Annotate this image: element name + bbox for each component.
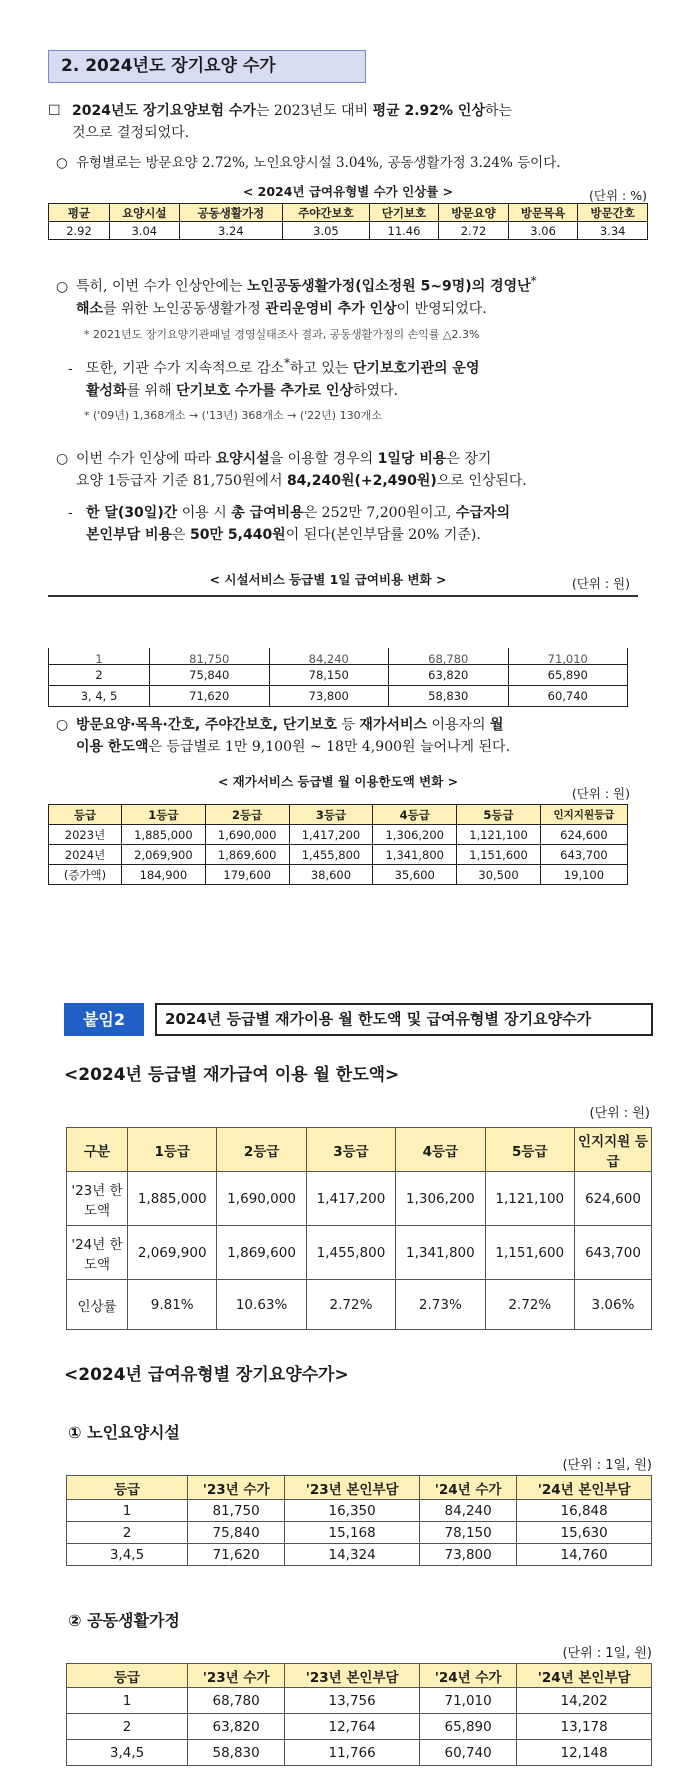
text: 특히, 이번 수가 인상안에는 [76,278,248,295]
table-cell: 2024년 [49,845,122,865]
checkbox-marker: ☐ [48,103,61,119]
table-header: 방문간호 [578,204,648,222]
text: 은 [172,527,191,543]
table-header: 단기보호 [369,204,439,222]
circle-marker: ○ [56,717,69,733]
text: 등 [336,717,360,733]
table-header: 공동생활가정 [179,204,283,222]
table-cell: 179,600 [205,865,289,885]
table-cell: 60,740 [419,1740,516,1766]
table-header: 주야간보호 [283,204,370,222]
table-header-row [49,204,648,222]
table-caption: < 2024년 급여유형별 수가 인상률 > [242,184,454,199]
table-cell: 184,900 [122,865,206,885]
table-header: '24년 수가 [419,1476,516,1500]
table-cell: 2023년 [49,825,122,845]
table-unit: (단위 : 원) [589,1106,650,1121]
table-cell: 2 [49,664,150,685]
table-row [49,222,648,240]
table-cell: 3,4,5 [67,1740,188,1766]
table-cell: 2 [67,1522,188,1544]
footnote: * ('09년) 1,368개소 → ('13년) 368개소 → ('22년) 130개소 [84,409,382,422]
text: 이용자의 [427,717,490,733]
table-unit: (단위 : 원) [571,786,630,801]
table-cell: 1 [67,1500,188,1522]
bold-text: 재가서비스 [359,717,427,733]
circle-marker: ○ [56,278,69,295]
text: 요양 1등급자 기준 81,750원에서 [76,473,287,489]
bold-text: 월 [490,717,504,733]
table-header-row [67,1664,652,1688]
table-cell: 84,240 [419,1500,516,1522]
table-cell: 71,620 [150,685,270,706]
paragraph-type-rates [56,152,656,174]
table-cell: 75,840 [150,664,270,685]
paragraph-monthly-cost [68,502,658,546]
table-header: 1등급 [128,1128,217,1172]
table-cell: 14,760 [517,1544,652,1566]
table-cell: 65,890 [419,1714,516,1740]
table-header: 2등급 [205,805,289,825]
bold-text: 총 급여비용 [231,505,304,521]
text: 또한, 기관 수가 지속적으로 감소 [86,360,285,377]
table-header: 인지지원 등급 [575,1128,652,1172]
table-header: '23년 수가 [188,1664,285,1688]
table-header: 4등급 [373,805,457,825]
table-header: 방문목욕 [508,204,578,222]
table-header: '23년 본인부담 [285,1476,420,1500]
circle-marker: ○ [56,155,68,171]
nursing-home-fee-table [66,1475,652,1566]
table-cell: 35,600 [373,865,457,885]
table-header: 요양시설 [110,204,180,222]
table-cell: 13,178 [517,1714,652,1740]
text: 하였다. [352,382,399,399]
table-cell: 1,690,000 [217,1172,306,1226]
table-row [67,1688,652,1714]
table-cell: '24년 한도액 [67,1226,128,1280]
table-cell: 15,168 [285,1522,420,1544]
table-cell: (증가액) [49,865,122,885]
bold-text: 활성화 [86,382,127,399]
text: 은 252만 7,200원이고, [303,505,456,521]
table-cell: 3.04 [110,222,180,240]
bold-text: 50만 5,440원 [190,527,286,543]
table-cell: 75,840 [188,1522,285,1544]
table-header: 1등급 [122,805,206,825]
table-cell: 1,417,200 [289,825,373,845]
table-cell: 71,620 [188,1544,285,1566]
table-cell: 3,4,5 [67,1544,188,1566]
table-cell: 73,800 [269,685,389,706]
text: 이 된다(본인부담률 20% 기준). [285,527,481,543]
table-cell: 11,766 [285,1740,420,1766]
table-header: 등급 [67,1476,188,1500]
table-header: 5등급 [457,805,541,825]
table-row [67,1500,652,1522]
table-cell: 63,820 [188,1714,285,1740]
table-header-row [67,1128,652,1172]
table-cell: 12,764 [285,1714,420,1740]
text: 으로 인상된다. [436,473,527,489]
table-cell: 1,690,000 [205,825,289,845]
table-row [67,1522,652,1544]
dash-marker: - [68,360,73,377]
table-cell: 643,700 [575,1226,652,1280]
table-header-row [49,805,628,825]
table-cell: 1,121,100 [485,1172,574,1226]
table-row [67,1544,652,1566]
text: 를 위해 [126,382,177,399]
table-cell: 16,350 [285,1500,420,1522]
footnote-star: * [530,274,537,288]
text: 것으로 결정되었다. [72,125,190,141]
paragraph-rate-decision [48,100,648,144]
table-header: 등급 [67,1664,188,1688]
table-cell: 1,885,000 [128,1172,217,1226]
table-header: '24년 본인부담 [517,1664,652,1688]
table-cell: 1 [67,1688,188,1714]
table-cell: 63,820 [389,664,509,685]
table-cell: 60,740 [508,685,628,706]
paragraph-daily-cost [56,448,656,492]
table-cell: 1,121,100 [457,825,541,845]
table-cell: 1,417,200 [306,1172,395,1226]
text: 하고 있는 [289,360,353,377]
table-unit: (단위 : 1일, 원) [562,1458,652,1473]
table-cell: 3.34 [578,222,648,240]
footnote: * 2021년도 장기요양기관패널 경영실태조사 결과, 공동생활가정의 손익률 △2.3% [84,328,480,341]
text: 는 2023년도 대비 [255,103,373,119]
table-cell: 3.05 [283,222,370,240]
table-cell: 10.63% [217,1280,306,1330]
section-title: 2. 2024년도 장기요양 수가 [48,50,366,83]
bold-text: 1일당 비용 [377,451,447,467]
table-cell: 84,240 [269,644,389,664]
paragraph-short-term-care [68,352,658,402]
table-cell: 68,780 [188,1688,285,1714]
table-cell: 624,600 [540,825,627,845]
rate-increase-table [48,203,648,240]
table-cell: 78,150 [419,1522,516,1544]
text: 하는 [484,103,513,119]
table-cell: 1,306,200 [373,825,457,845]
table-cell: 2.72% [306,1280,395,1330]
table-cell: 15,630 [517,1522,652,1544]
bold-text: 84,240원(+2,490원) [286,473,437,489]
table-cell: 1,341,800 [396,1226,485,1280]
table-header: 구분 [67,1128,128,1172]
table-cell: 58,830 [188,1740,285,1766]
bold-text: 단기보호 수가를 추가로 인상 [176,382,353,399]
table-caption: < 재가서비스 등급별 월 이용한도액 변화 > [217,774,459,789]
table-row [67,1740,652,1766]
table-header: 인지지원등급 [540,805,627,825]
table-cell: 19,100 [540,865,627,885]
table-header: 3등급 [289,805,373,825]
table-header: 방문요양 [439,204,509,222]
table-cell: 65,890 [508,664,628,685]
table-cell: 1,341,800 [373,845,457,865]
table-cell: 2,069,900 [122,845,206,865]
table-cell: 1,455,800 [306,1226,395,1280]
table-cell: 78,150 [269,664,389,685]
table-cell: 1,306,200 [396,1172,485,1226]
table-header: 5등급 [485,1128,574,1172]
table-cell: 2 [67,1714,188,1740]
table-cell: 3.06 [508,222,578,240]
facility-daily-cost-table [48,644,628,707]
text: 을 이용할 경우의 [269,451,378,467]
text: 은 장기 [446,451,492,467]
table-cell: 인상률 [67,1280,128,1330]
screenshot-gap-cover [0,600,686,648]
table-cell: 30,500 [457,865,541,885]
circle-marker: ○ [56,451,69,467]
table-cell: 624,600 [575,1172,652,1226]
bold-text: 단기보호기관의 운영 [352,360,480,377]
section-heading: <2024년 등급별 재가급여 이용 월 한도액> [64,1065,400,1085]
table-cell: 13,756 [285,1688,420,1714]
paragraph-home-care-limit [56,714,656,758]
text: 유형별로는 방문요양 2.72%, 노인요양시설 3.04%, 공동생활가정 3.24% 등이다. [76,155,561,171]
monthly-limit-table [66,1127,652,1330]
text: 를 위한 노인공동생활가정 [103,300,266,317]
subsection-heading: ② 공동생활가정 [68,1611,180,1630]
table-cell: 16,848 [517,1500,652,1522]
bold-text: 한 달(30일)간 [86,505,178,521]
table-cell: 38,600 [289,865,373,885]
table-header: 등급 [49,805,122,825]
table-cell: 1,455,800 [289,845,373,865]
dash-marker: - [68,505,73,521]
table-header: '24년 수가 [419,1664,516,1688]
text: 은 등급별로 1만 9,100원 ~ 18만 4,900원 늘어나게 된다. [148,739,511,755]
bold-text: 이용 한도액 [76,739,149,755]
table-cell: 3.06% [575,1280,652,1330]
table-cell: '23년 한도액 [67,1172,128,1226]
table-cell: 1,869,600 [205,845,289,865]
table-cell: 1 [49,644,150,664]
table-cell: 1,151,600 [457,845,541,865]
table-header-row [67,1476,652,1500]
attachment-title: 2024년 등급별 재가이용 월 한도액 및 급여유형별 장기요양수가 [155,1003,653,1036]
attachment-tag: 붙임2 [64,1003,144,1036]
section-heading: <2024년 급여유형별 장기요양수가> [64,1365,349,1385]
text: 이 반영되었다. [396,300,487,317]
table-cell: 11.46 [369,222,439,240]
table-cell: 73,800 [419,1544,516,1566]
bold-text: 평균 2.92% 인상 [372,103,485,119]
table-row [49,664,628,685]
bold-text: 본인부담 비용 [86,527,173,543]
table-header: '24년 본인부담 [517,1476,652,1500]
table-cell: 2.72 [439,222,509,240]
table-header: 2등급 [217,1128,306,1172]
table-cell: 3, 4, 5 [49,685,150,706]
home-care-limit-table [48,804,628,885]
table-cell: 58,830 [389,685,509,706]
table-caption: < 시설서비스 등급별 1일 급여비용 변화 > [209,572,447,587]
bold-text: 해소 [76,300,104,317]
table-cell: 71,010 [508,644,628,664]
table-row [49,825,628,845]
table-cell: 3.24 [179,222,283,240]
table-cell: 71,010 [419,1688,516,1714]
bold-text: 노인공동생활가정(입소정원 5~9명)의 경영난 [247,278,531,295]
text: 이용 시 [177,505,232,521]
table-unit: (단위 : %) [589,188,647,203]
table-cell: 2.72% [485,1280,574,1330]
table-header: '23년 본인부담 [285,1664,420,1688]
table-header: 3등급 [306,1128,395,1172]
bold-text: 2024년도 장기요양보험 수가 [72,103,256,119]
table-cell: 81,750 [150,644,270,664]
table-cell: 14,202 [517,1688,652,1714]
paragraph-group-home [56,270,656,320]
table-header: 평균 [49,204,110,222]
table-cell: 81,750 [188,1500,285,1522]
table-row [67,1280,652,1330]
table-row [49,685,628,706]
bold-text: 수급자의 [455,505,511,521]
bold-text: 방문요양·목욕·간호, 주야간보호, 단기보호 [76,717,337,733]
table-header: 4등급 [396,1128,485,1172]
table-row [67,1226,652,1280]
table-header: '23년 수가 [188,1476,285,1500]
table-cell: 643,700 [540,845,627,865]
bold-text: 관리운영비 추가 인상 [265,300,397,317]
table-row [49,845,628,865]
table-cell: 1,151,600 [485,1226,574,1280]
table-row [49,865,628,885]
table-cell: 2,069,900 [128,1226,217,1280]
table-cell: 1,885,000 [122,825,206,845]
table-row [67,1714,652,1740]
table-unit: (단위 : 원) [571,576,630,591]
subsection-heading: ① 노인요양시설 [68,1423,180,1442]
table-cell: 12,148 [517,1740,652,1766]
table-cell: 68,780 [389,644,509,664]
table-cell: 9.81% [128,1280,217,1330]
table-cell: 2.92 [49,222,110,240]
table-unit: (단위 : 1일, 원) [562,1646,652,1661]
table-cell: 2.73% [396,1280,485,1330]
table-cell: 1,869,600 [217,1226,306,1280]
text: 이번 수가 인상에 따라 [76,451,216,467]
footnote-star: * [284,356,290,370]
group-home-fee-table [66,1663,652,1766]
bold-text: 요양시설 [215,451,270,467]
table-cell: 14,324 [285,1544,420,1566]
table-row [67,1172,652,1226]
